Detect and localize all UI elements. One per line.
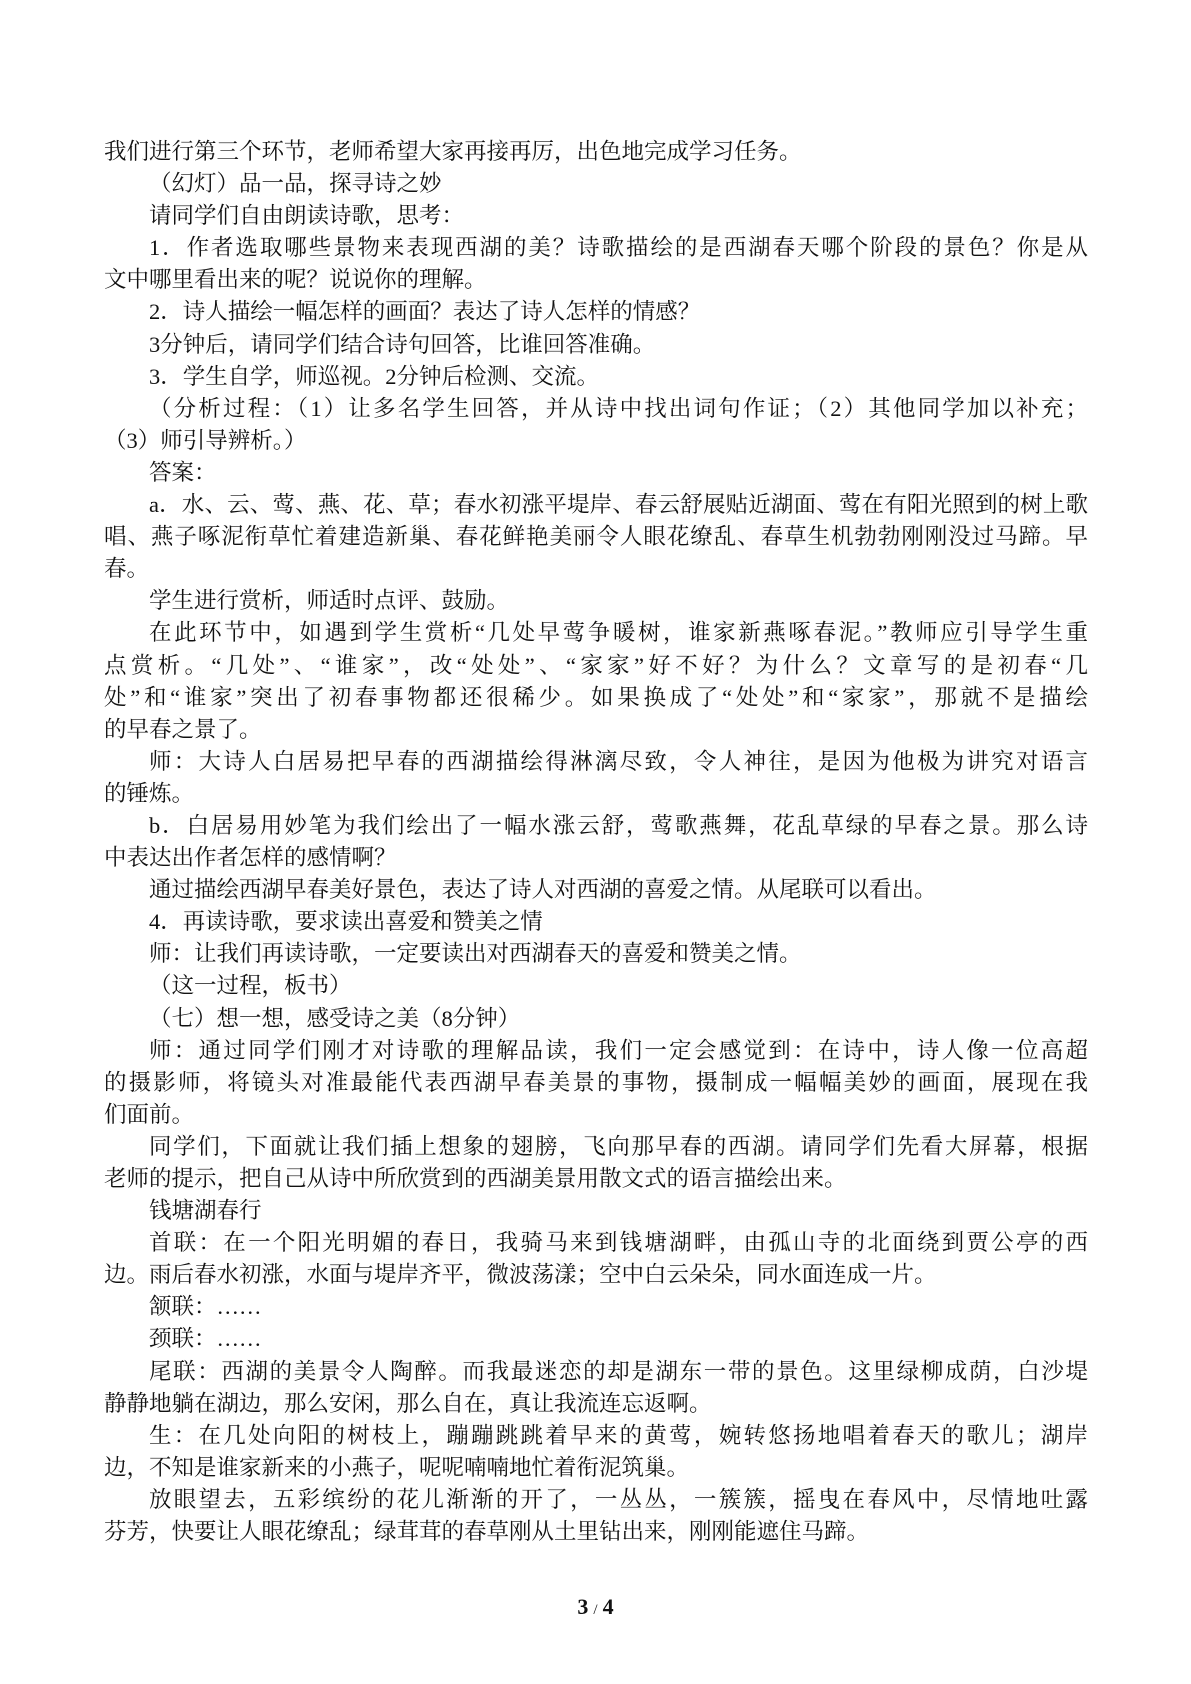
paragraph bbox=[104, 938, 1088, 970]
paragraph bbox=[104, 1484, 1088, 1548]
paragraph bbox=[104, 1227, 1088, 1291]
text-line: 尾联：西湖的美景令人陶醉。而我最迷恋的却是湖东一带的景色。这里绿柳成荫，白沙堤 bbox=[149, 1358, 1088, 1384]
text-line: 放眼望去，五彩缤纷的花儿渐渐的开了，一丛丛，一簇簇，摇曳在春风中，尽情地吐露 bbox=[149, 1486, 1088, 1512]
question-item bbox=[104, 232, 1088, 296]
text-line: 处”和“谁家”突出了初春事物都还很稀少。如果换成了“处处”和“家家”，那就不是描绘 bbox=[104, 684, 1088, 710]
text-line: （3）师引导辨析。） bbox=[104, 427, 307, 453]
text-line: 师：通过同学们刚才对诗歌的理解品读，我们一定会感觉到：在诗中，诗人像一位高超 bbox=[149, 1037, 1088, 1063]
text-line: b．白居易用妙笔为我们绘出了一幅水涨云舒，莺歌燕舞，花乱草绿的早春之景。那么诗 bbox=[149, 812, 1088, 838]
section-heading bbox=[104, 1003, 1088, 1035]
text-line: （幻灯）品一品，探寻诗之妙 bbox=[149, 171, 442, 197]
section-heading bbox=[104, 168, 1088, 200]
text-line: 我们进行第三个环节，老师希望大家再接再厉，出色地完成学习任务。 bbox=[104, 139, 802, 164]
text-line: 2．诗人描绘一幅怎样的画面？表达了诗人怎样的情感？ bbox=[149, 299, 701, 325]
paragraph bbox=[104, 1420, 1088, 1484]
text-line: 中表达出作者怎样的感情啊？ bbox=[104, 845, 397, 871]
page-number-separator: / bbox=[593, 1602, 598, 1618]
text-line: 1．作者选取哪些景物来表现西湖的美？诗歌描绘的是西湖春天哪个阶段的景色？你是从 bbox=[149, 235, 1088, 261]
text-line: 生：在几处向阳的树枝上，蹦蹦跳跳着早来的黄莺，婉转悠扬地唱着春天的歌儿；湖岸 bbox=[149, 1422, 1088, 1448]
text-line: （七）想一想，感受诗之美（8分钟） bbox=[149, 1005, 521, 1031]
text-line: 点赏析。“几处”、“谁家”，改“处处”、“家家”好不好？为什么？文章写的是初春“几 bbox=[104, 652, 1088, 678]
text-line: （这一过程，板书） bbox=[149, 973, 352, 999]
text-line: a．水、云、莺、燕、花、草；春水初涨平堤岸、春云舒展贴近湖面、莺在有阳光照到的树上歌 bbox=[149, 492, 1088, 518]
paragraph bbox=[104, 1131, 1088, 1195]
paragraph bbox=[104, 1323, 1088, 1355]
text-line: 老师的提示，把自己从诗中所欣赏到的西湖美景用散文式的语言描绘出来。 bbox=[104, 1166, 847, 1191]
text-line: 3分钟后，请同学们结合诗句回答，比谁回答准确。 bbox=[149, 331, 656, 357]
document-body bbox=[104, 136, 1088, 1548]
total-page-count: 4 bbox=[602, 1594, 614, 1619]
paragraph bbox=[104, 1291, 1088, 1323]
text-line: 芬芳，快要让人眼花缭乱；绿茸茸的春草刚从土里钻出来，刚刚能遮住马蹄。 bbox=[104, 1519, 870, 1545]
paragraph bbox=[104, 617, 1088, 745]
text-line: 同学们，下面就让我们插上想象的翅膀，飞向那早春的西湖。请同学们先看大屏幕，根据 bbox=[149, 1133, 1088, 1159]
text-line: 静静地躺在湖边，那么安闲，那么自在，真让我流连忘返啊。 bbox=[104, 1390, 712, 1416]
paragraph bbox=[104, 1356, 1088, 1420]
text-line: 请同学们自由朗读诗歌，思考： bbox=[149, 203, 465, 229]
text-line: 在此环节中，如遇到学生赏析“几处早莺争暖树，谁家新燕啄春泥。”教师应引导学生重 bbox=[149, 620, 1088, 646]
paragraph bbox=[104, 970, 1088, 1002]
text-line: 的早春之景了。 bbox=[104, 716, 262, 742]
text-line: 文中哪里看出来的呢？说说你的理解。 bbox=[104, 267, 487, 293]
text-line: 们面前。 bbox=[104, 1101, 195, 1127]
question-item bbox=[104, 296, 1088, 328]
text-line: 颔联：…… bbox=[149, 1294, 262, 1320]
text-line: 首联：在一个阳光明媚的春日，我骑马来到钱塘湖畔，由孤山寺的北面绕到贾公亭的西 bbox=[149, 1230, 1088, 1256]
text-line: 颈联：…… bbox=[149, 1326, 262, 1352]
answer-item bbox=[104, 489, 1088, 585]
paragraph bbox=[104, 746, 1088, 810]
paragraph bbox=[104, 329, 1088, 361]
text-line: 答案： bbox=[149, 459, 217, 485]
paragraph bbox=[104, 393, 1088, 457]
question-item bbox=[104, 361, 1088, 393]
text-line: 的锤炼。 bbox=[104, 780, 195, 806]
paragraph bbox=[104, 136, 1088, 168]
text-line: 师：让我们再读诗歌，一定要读出对西湖春天的喜爱和赞美之情。 bbox=[149, 941, 802, 967]
text-line: 唱、燕子啄泥衔草忙着建造新巢、春花鲜艳美丽令人眼花缭乱、春草生机勃勃刚刚没过马蹄。早 bbox=[104, 524, 1088, 550]
text-line: 4．再读诗歌，要求读出喜爱和赞美之情 bbox=[149, 909, 543, 935]
text-line: 边。雨后春水初涨，水面与堤岸齐平，微波荡漾；空中白云朵朵，同水面连成一片。 bbox=[104, 1262, 937, 1288]
answer-item bbox=[104, 810, 1088, 874]
page-number bbox=[0, 1592, 1191, 1625]
paragraph bbox=[104, 200, 1088, 232]
poem-title bbox=[104, 1195, 1088, 1227]
answer-label bbox=[104, 457, 1088, 489]
paragraph bbox=[104, 874, 1088, 906]
text-line: （分析过程：（1）让多名学生回答，并从诗中找出词句作证；（2）其他同学加以补充； bbox=[149, 395, 1088, 421]
text-line: 学生进行赏析，师适时点评、鼓励。 bbox=[149, 588, 510, 614]
current-page-number: 3 bbox=[577, 1594, 589, 1619]
paragraph bbox=[104, 585, 1088, 617]
text-line: 师：大诗人白居易把早春的西湖描绘得淋漓尽致，令人神往，是因为他极为讲究对语言 bbox=[149, 748, 1088, 774]
paragraph bbox=[104, 1035, 1088, 1131]
text-line: 钱塘湖春行 bbox=[149, 1198, 262, 1224]
text-line: 3．学生自学，师巡视。2分钟后检测、交流。 bbox=[149, 363, 600, 389]
text-line: 的摄影师，将镜头对准最能代表西湖早春美景的事物，摄制成一幅幅美妙的画面，展现在我 bbox=[104, 1069, 1088, 1095]
text-line: 边，不知是谁家新来的小燕子，呢呢喃喃地忙着衔泥筑巢。 bbox=[104, 1454, 690, 1480]
text-line: 春。 bbox=[104, 556, 150, 582]
question-item bbox=[104, 906, 1088, 938]
text-line: 通过描绘西湖早春美好景色，表达了诗人对西湖的喜爱之情。从尾联可以看出。 bbox=[149, 877, 937, 903]
